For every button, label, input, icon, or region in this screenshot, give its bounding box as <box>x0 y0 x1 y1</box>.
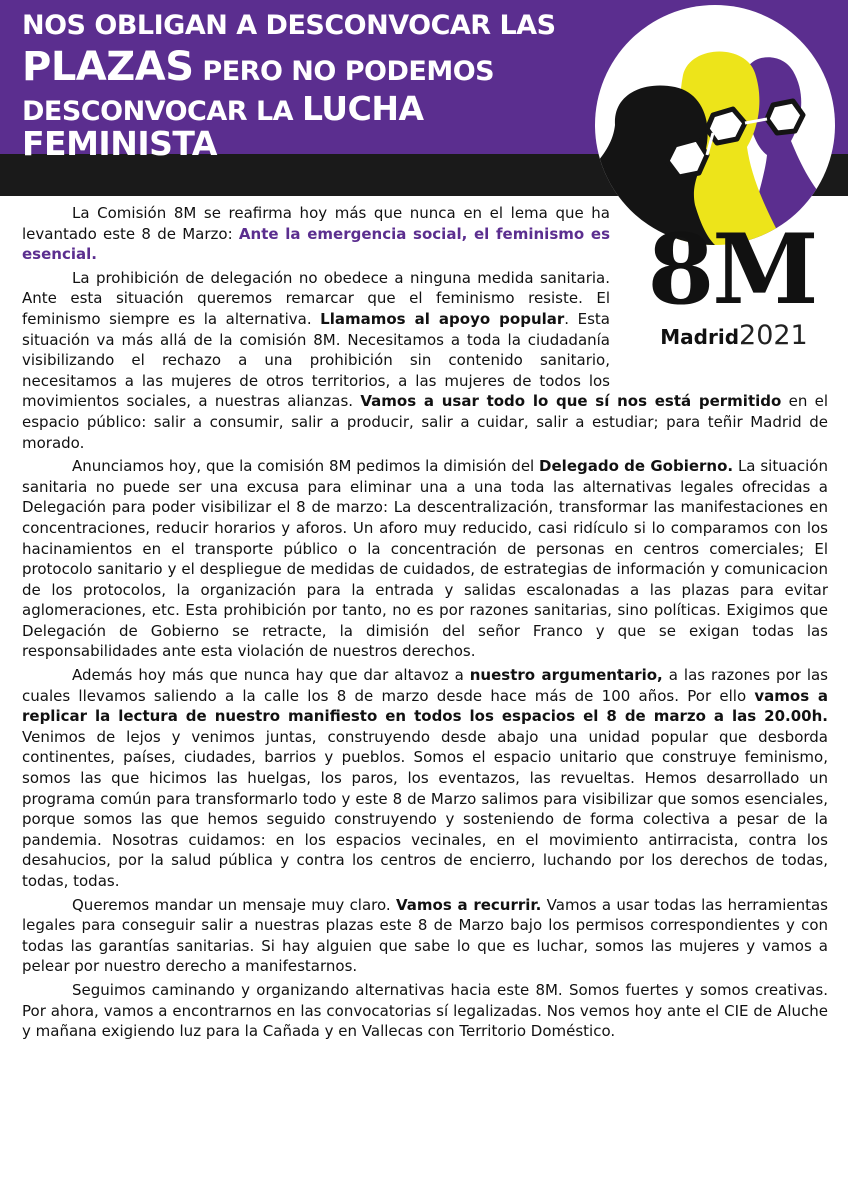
p1-slogan: Ante la emergencia social, el feminismo es esencial. <box>22 224 611 264</box>
p3-text-c: La situación sanitaria no puede ser una excusa para eliminar una a una toda las alternativas legales ofrecidas a Delegación para poder visibilizar el 8 de marzo: La descentralización, transformar las manifestaciones en concentraciones, reducir horarios y aforos. Un aforo muy reducido, casi ridículo si lo comparamos con los hacinamientos en el transporte público o la concentración de personas en centros comerciales; El protocolo sanitario y el despliegue de medidas de cuidados, de estrategias de información y comunicacion de los protocolos, la organización para la entrada y salidas escalonadas a las plazas para evitar aglomeraciones, etc. Esta prohibición por tanto, no es por razones sanitarias, sino políticas. Exigimos que Delegación de Gobierno se retracte, la dimisión del señor Franco y que se exigan todas las responsabilidades ante esta violación de nuestros derechos. <box>22 457 828 661</box>
p3-text-a: Anunciamos hoy, que la comisión 8M pedimos la dimisión del <box>72 457 540 476</box>
p2-text-c: . Esta situación va más allá de la comisión 8M. Necesitamos a toda la ciudadanía visibilizando el rechazo a una prohibición sin contenido sanitario, necesitamos a las mujeres de otros territorios, a las mujeres de todos los movimientos sociales, a nuestras alianzas. <box>22 309 610 411</box>
paragraph-3 <box>22 456 828 662</box>
headline-line-2 <box>22 44 622 91</box>
headline-line-1: NOS OBLIGAN A DESCONVOCAR LAS <box>22 10 556 41</box>
p2-text-e: en el espacio público: salir a consumir, salir a producir, salir a cuidar, salir a estudiar; para teñir Madrid de morado. <box>22 392 828 452</box>
p4-text-c: a las razones por las cuales llevamos saliendo a la calle los 8 de marzo desde hace más de 100 años. Por ello <box>22 666 828 705</box>
p4-bold-manifiesto: vamos a replicar la lectura de nuestro manifiesto en todos los espacios el 8 de marzo a las 20.00h. <box>22 686 828 726</box>
p1-text: La Comisión 8M se reafirma hoy más que nunca en el lema que ha levantado este 8 de Marzo: <box>22 204 610 243</box>
p4-bold-argumentario: nuestro argumentario, <box>469 666 663 685</box>
headline-line-3-a: DESCONVOCAR LA <box>22 96 302 128</box>
p2-bold-apoyo: Llamamos al apoyo popular <box>320 309 565 328</box>
logo-year: 2021 <box>739 320 808 351</box>
paragraph-4 <box>22 665 828 892</box>
logo-spacer <box>610 203 828 383</box>
headline-line-2-rest: PERO NO PODEMOS <box>193 56 495 88</box>
logo-8m-mark: 8M <box>647 213 817 326</box>
p5-bold-recurrir: Vamos a recurrir. <box>395 895 542 914</box>
p2-bold-permitido: Vamos a usar todo lo que sí nos está permitido <box>360 392 782 411</box>
p3-bold-delegado: Delegado de Gobierno. <box>539 457 734 476</box>
paragraph-5 <box>22 895 828 977</box>
p2-text-a: La prohibición de delegación no obedece a ninguna medida sanitaria. Ante esta situación queremos remarcar que el feminismo resiste. El feminismo siempre es la alternativa. <box>22 268 610 328</box>
p5-text-a: Queremos mandar un mensaje muy claro. <box>72 895 396 914</box>
statement-body <box>22 203 828 1042</box>
p4-text-e: Venimos de lejos y venimos juntas, construyendo desde abajo una unidad popular que desborda continentes, países, ciudades, barrios y pueblos. Somos el espacio unitario que construye feminismo, somos las que hicimos las huelgas, los paros, los eventazos, las revueltas. Hemos desarrollado un programa común para transformarlo todo y este 8 de Marzo salimos para visibilizar que somos esenciales, porque somos las que hemos seguido construyendo y sosteniendo de forma colectiva a pesar de la pandemia. Nosotras cuidamos: en los espacios vecinales, en el movimiento antirracista, contra los desahucios, por la salud pública y contra los centros de encierro, luchando por los derechos de todas, todas, todas. <box>22 727 828 890</box>
p4-text-a: Además hoy más que nunca hay que dar altavoz a <box>72 666 470 685</box>
logo-city: Madrid <box>660 325 740 349</box>
p5-text-c: Vamos a usar todas las herramientas legales para conseguir salir a nuestras plazas este 8 de Marzo bajo los permisos correspondientes y con todas las garantías sanitarias. Si hay alguien que sabe lo que es luchar, somos las mujeres y vamos a pelear por nuestro derecho a manifestarnos. <box>22 895 828 976</box>
headline-lucha-feminista: LUCHA FEMINISTA <box>22 89 424 163</box>
headline-line-3 <box>22 89 622 163</box>
headline-plazas: PLAZAS <box>22 44 194 91</box>
paragraph-6: Seguimos caminando y organizando alternativas hacia este 8M. Somos fuertes y somos creativas. Por ahora, vamos a encontrarnos en las convocatorias sí legalizadas. Nos vemos hoy ante el CIE de Aluche y mañana exigiendo luz para la Cañada y en Vallecas con Territorio Doméstico. <box>22 980 828 1041</box>
headline <box>22 12 622 162</box>
